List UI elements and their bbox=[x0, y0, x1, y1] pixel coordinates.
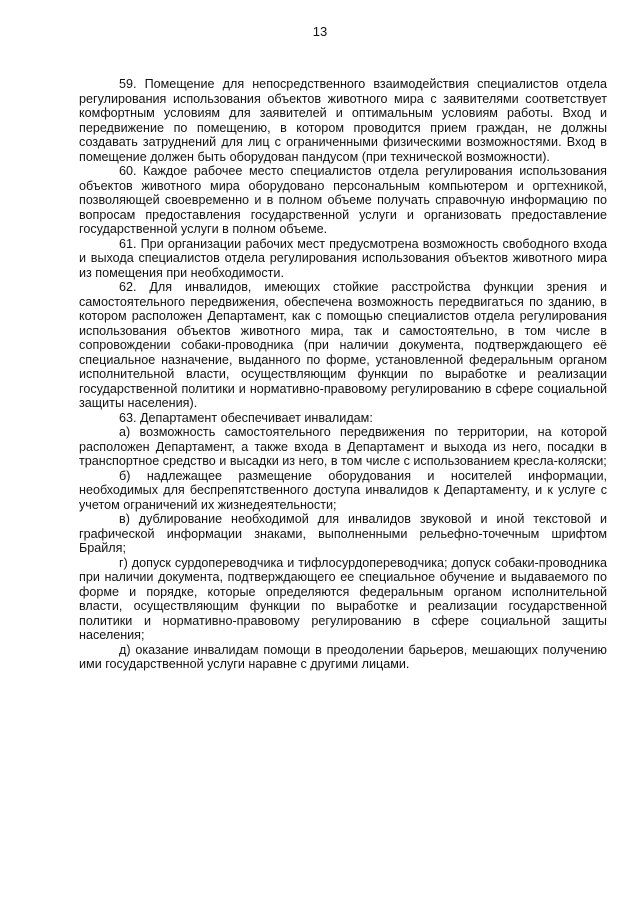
paragraph-60: 60. Каждое рабочее место специалистов отдела регулирования использования объектов животного мира оборудовано персональным компьютером и оргтехникой, позволяющей своевременно и в полном объеме получать справочную информацию по вопросам предоставления государственной услуги и организовать предоставление государственной услуги в полном объеме. bbox=[79, 164, 607, 236]
document-body bbox=[79, 77, 607, 672]
list-item-b: б) надлежащее размещение оборудования и носителей информации, необходимых для беспрепятственного доступа инвалидов к Департаменту, и к услуге с учетом ограничений их жизнедеятельности; bbox=[79, 468, 607, 512]
list-item-v: в) дублирование необходимой для инвалидов звуковой и иной текстовой и графической информации знаками, выполненными рельефно-точечным шрифтом Брайля; bbox=[79, 512, 607, 555]
paragraph-61: 61. При организации рабочих мест предусмотрена возможность свободного входа и выхода специалистов отдела регулирования использования объектов животного мира из помещения при необходимости. bbox=[79, 236, 607, 280]
paragraph-59: 59. Помещение для непосредственного взаимодействия специалистов отдела регулирования использования объектов животного мира с заявителями соответствует комфортным условиям для заявителей и оптимальным условиям работы. Вход и передвижение по помещению, в котором проводится прием граждан, не должны создавать затруднений для лиц с ограниченными физическими возможностями. Вход в помещение должен быть оборудован пандусом (при технической возможности). bbox=[79, 77, 607, 164]
list-item-d: д) оказание инвалидам помощи в преодолении барьеров, мешающих получению ими государственной услуги наравне с другими лицами. bbox=[79, 642, 607, 671]
list-item-g: г) допуск сурдопереводчика и тифлосурдопереводчика; допуск собаки-проводника при наличии документа, подтверждающего ее специальное обучение и выдаваемого по форме и порядке, которые определяются федеральным органом исполнительной власти, осуществляющим функции по выработке и реализации государственной политики и нормативно-правовому регулированию в сфере социальной защиты населения; bbox=[79, 555, 607, 642]
page-number: 13 bbox=[312, 24, 328, 39]
paragraph-63: 63. Департамент обеспечивает инвалидам: bbox=[119, 410, 373, 425]
paragraph-62: 62. Для инвалидов, имеющих стойкие расстройства функции зрения и самостоятельного передвижения, обеспечена возможность передвигаться по зданию, в котором расположен Департамент, как с помощью специалистов отдела регулирования использования объектов животного мира, так и самостоятельно, в том числе в сопровождении собаки-проводника (при наличии документа, подтверждающего её специальное назначение, выданного по форме, установленной федеральным органом исполнительной власти, осуществляющим функции по выработке и реализации государственной политики и нормативно-правовому регулированию в сфере социальной защиты населения). bbox=[79, 280, 607, 410]
list-item-a: а) возможность самостоятельного передвижения по территории, на которой расположен Департамент, а также входа в Департамент и выхода из него, посадки в транспортное средство и высадки из него, в том числе с использованием кресла-коляски; bbox=[79, 425, 607, 468]
